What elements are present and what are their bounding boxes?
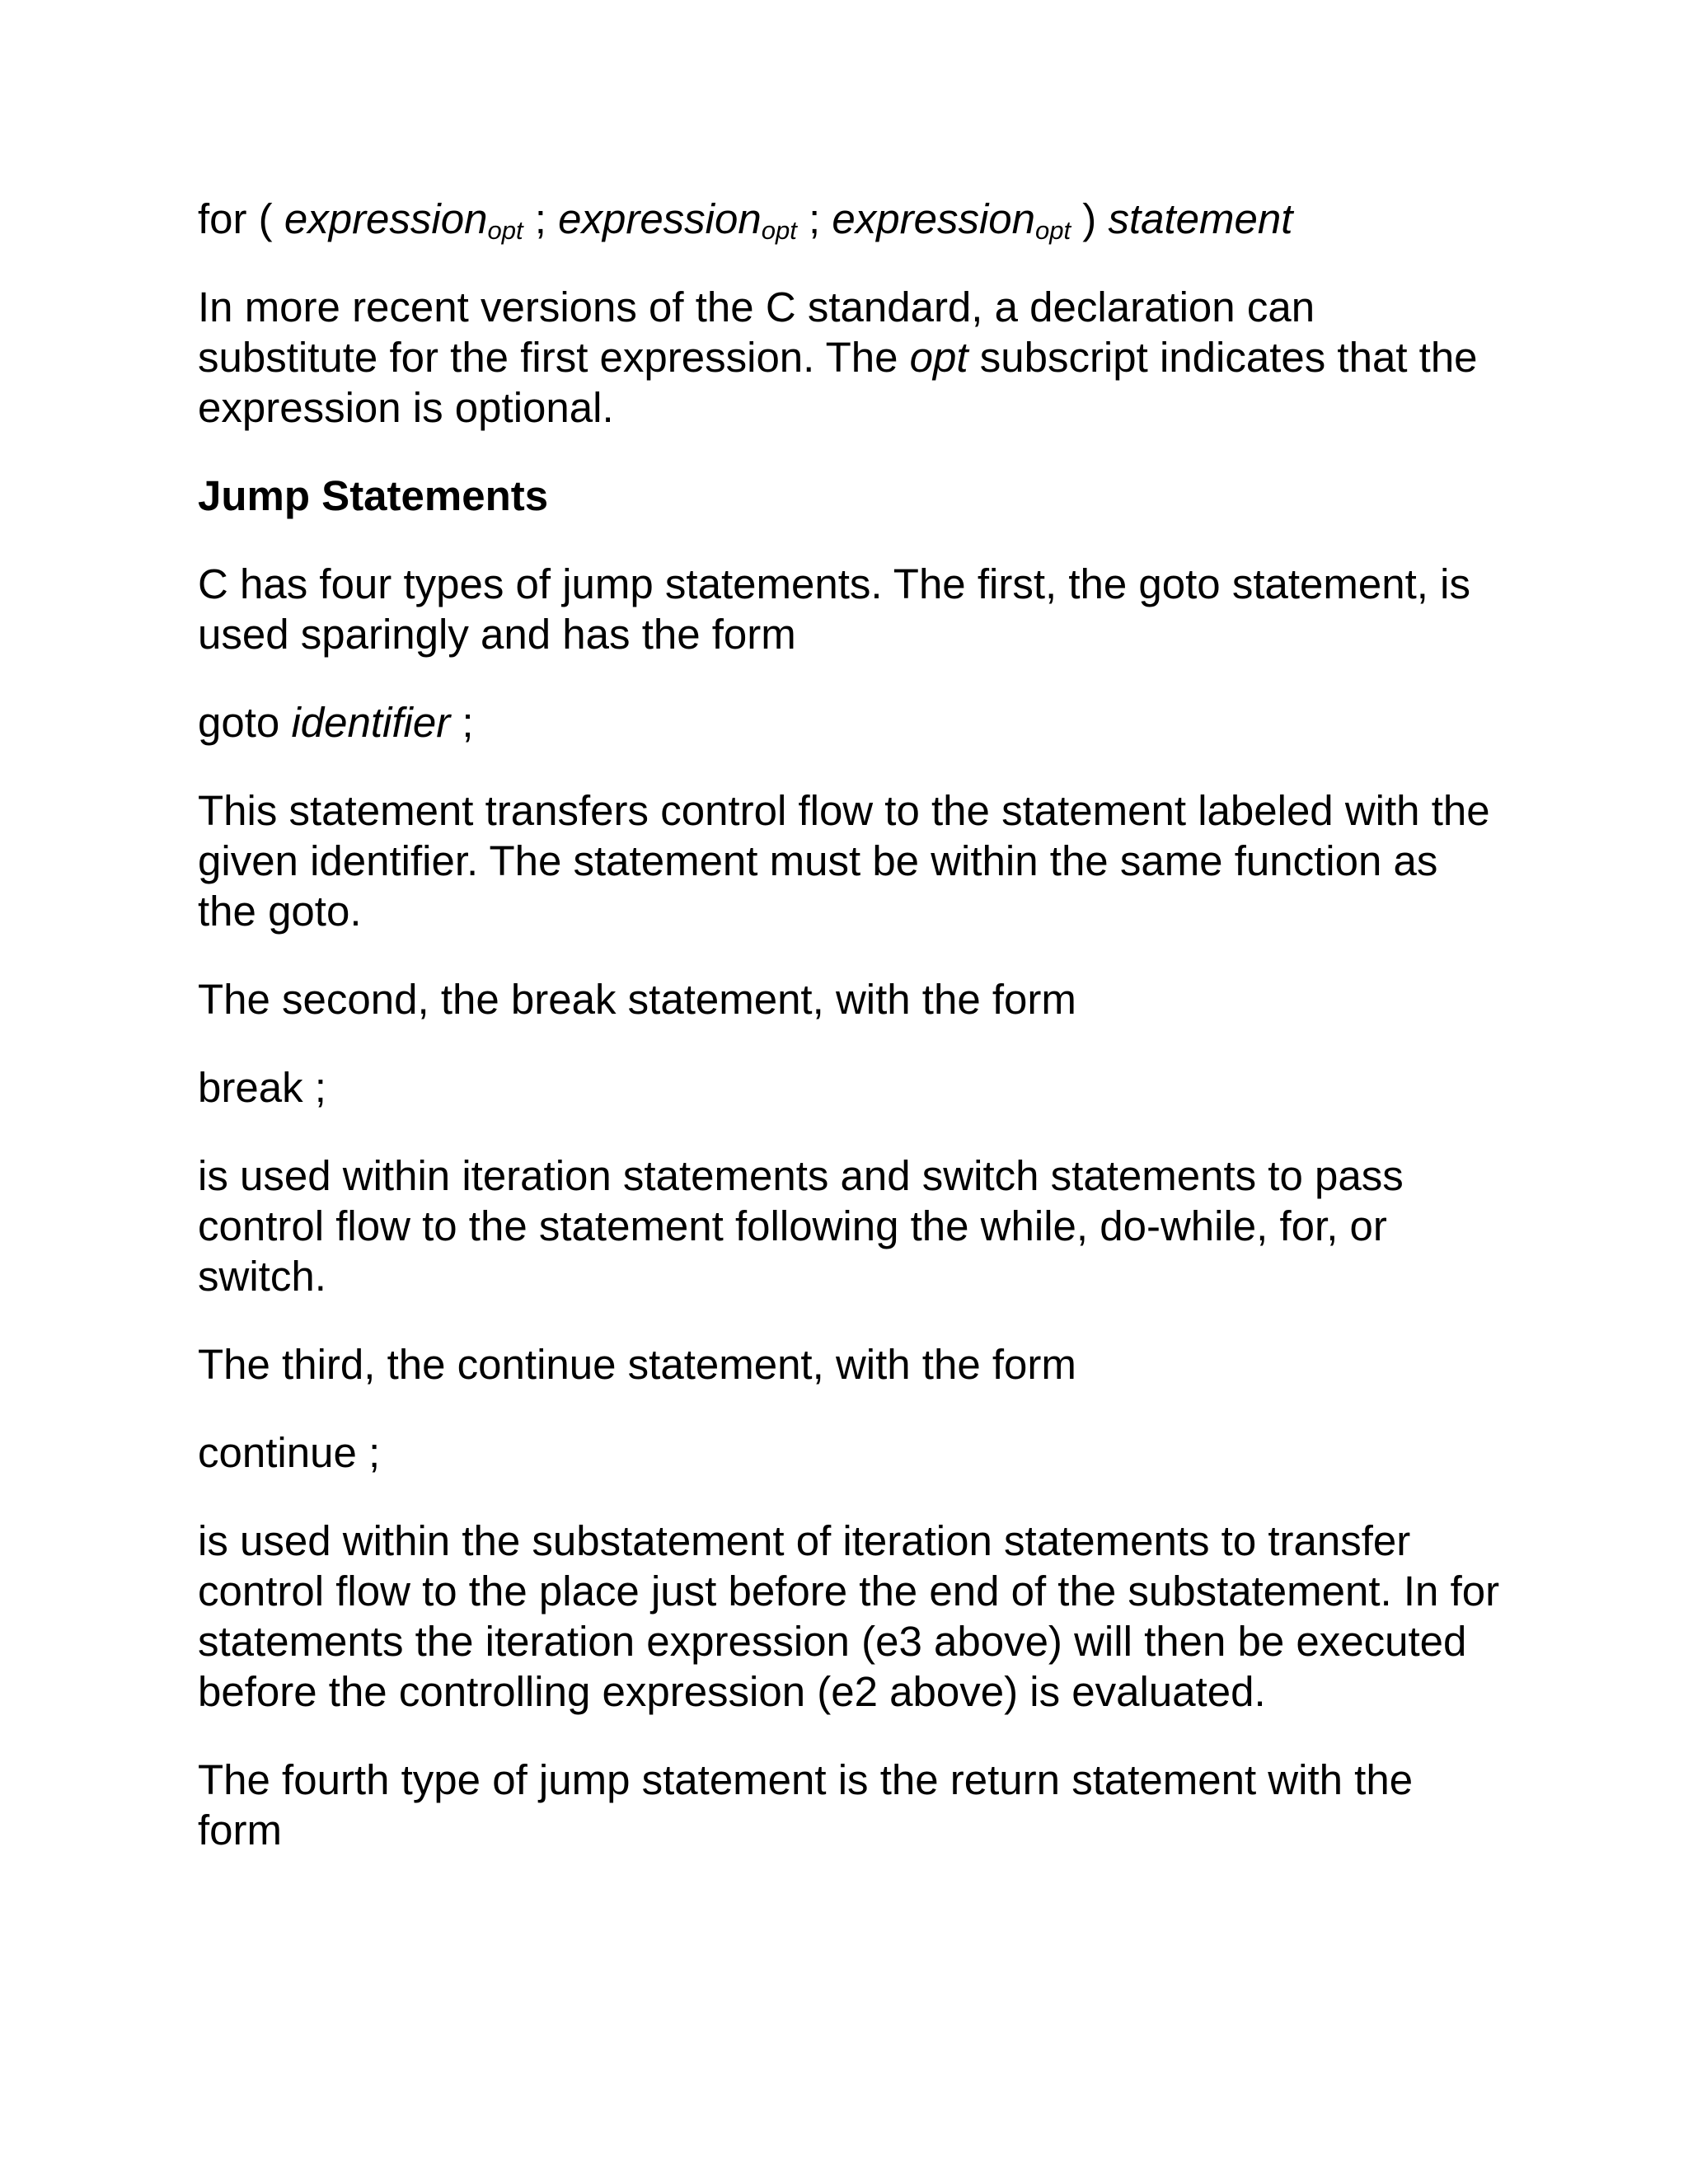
paragraph-declaration-note <box>198 282 1500 433</box>
paragraph-break-description: is used within iteration statements and switch statements to pass control flow to the statement following the while, do-while, for, or switch. <box>198 1152 1404 1300</box>
goto-identifier: identifier <box>291 699 451 746</box>
expression-1: expression <box>284 195 488 242</box>
statement-word: statement <box>1108 195 1293 242</box>
p1-before: In more recent versions of the C standard, a declaration can substitute for the first expression. The <box>198 284 1315 381</box>
goto-keyword: goto <box>198 699 280 746</box>
semicolon-1: ; <box>534 195 546 242</box>
close-paren: ) <box>1082 195 1097 242</box>
paragraph-continue-intro: The third, the continue statement, with the form <box>198 1341 1076 1388</box>
opt-subscript-2: opt <box>761 216 797 245</box>
goto-syntax-line <box>198 697 1500 748</box>
for-syntax-line <box>198 194 1500 244</box>
paragraph-jump-types: C has four types of jump statements. The first, the goto statement, is used sparingly and has the form <box>198 560 1470 658</box>
opt-subscript-3: opt <box>1035 216 1071 245</box>
paragraph-goto-description: This statement transfers control flow to the statement labeled with the given identifier. The statement must be within the same function as the goto. <box>198 787 1490 935</box>
semicolon-2: ; <box>809 195 821 242</box>
section-heading: Jump Statements <box>198 472 549 519</box>
expression-3: expression <box>832 195 1036 242</box>
opt-subscript-1: opt <box>487 216 523 245</box>
goto-semicolon: ; <box>462 699 474 746</box>
continue-syntax-line: continue ; <box>198 1429 381 1476</box>
p1-opt: opt <box>909 334 968 381</box>
p1-after: subscript indicates that the expression is optional. <box>198 334 1478 431</box>
paragraph-return-intro: The fourth type of jump statement is the return statement with the form <box>198 1756 1414 1854</box>
paragraph-break-intro: The second, the break statement, with the form <box>198 976 1076 1023</box>
paragraph-continue-description: is used within the substatement of iteration statements to transfer control flow to the place just before the end of the substatement. In for statements the iteration expression (e3 above) will then be executed before the controlling expression (e2 above) is evaluated. <box>198 1517 1500 1715</box>
break-syntax-line: break ; <box>198 1064 326 1111</box>
for-keyword: for ( <box>198 195 273 242</box>
document-page <box>198 194 1500 1893</box>
expression-2: expression <box>558 195 762 242</box>
